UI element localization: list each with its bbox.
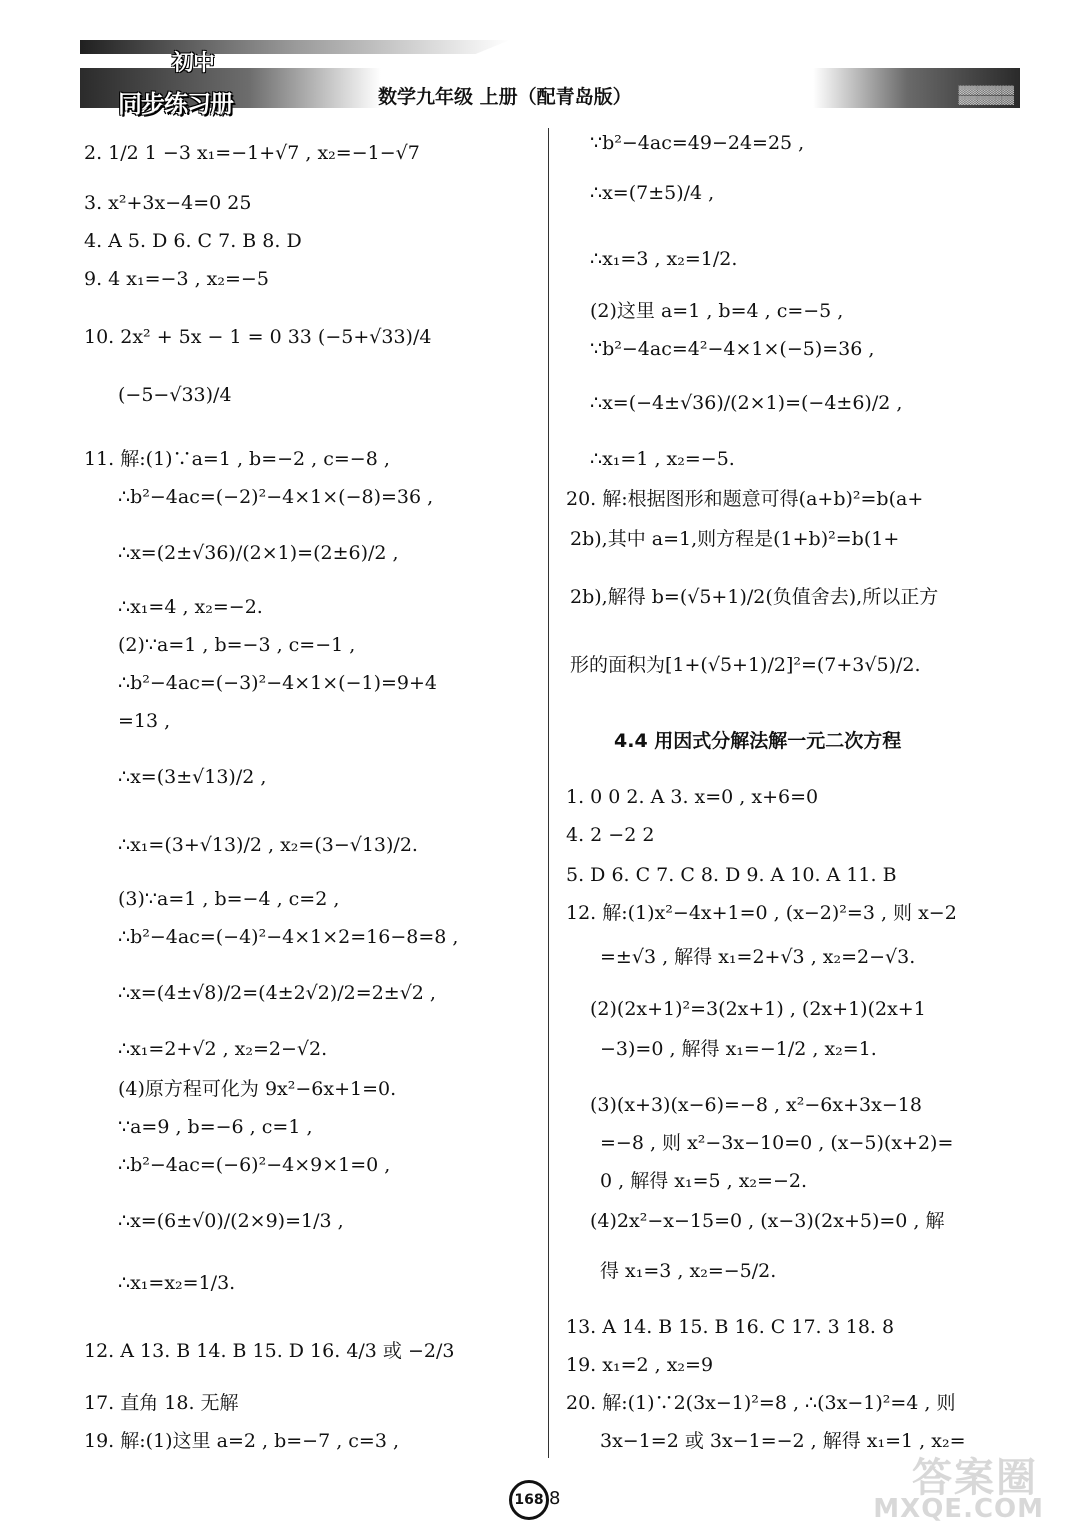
answer-line: 20. 解:根据图形和题意可得(a+b)²=b(a+ <box>566 488 924 510</box>
column-divider <box>548 128 549 1458</box>
logo-top-text: 初中 <box>172 51 215 76</box>
answer-line: 17. 直角 18. 无解 <box>84 1392 239 1414</box>
answer-line: ∵b²−4ac=4²−4×1×(−5)=36 , <box>590 338 875 360</box>
book-title: 数学九年级 上册（配青岛版） <box>378 86 632 108</box>
answer-line: (2)(2x+1)²=3(2x+1) , (2x+1)(2x+1 <box>590 998 926 1020</box>
answer-line: ∴b²−4ac=(−4)²−4×1×2=16−8=8 , <box>118 926 459 948</box>
answer-line: ∵b²−4ac=49−24=25 , <box>590 132 805 154</box>
answer-line: 10. 2x² + 5x − 1 = 0 33 (−5+√33)/4 <box>84 326 432 348</box>
answer-line: ∴x=(3±√13)/2 , <box>118 766 267 788</box>
answer-line: 2. 1/2 1 −3 x₁=−1+√7 , x₂=−1−√7 <box>84 142 420 164</box>
answer-line: 13. A 14. B 15. B 16. C 17. 3 18. 8 <box>566 1316 895 1338</box>
answer-line: (4)原方程可化为 9x²−6x+1=0. <box>118 1078 397 1100</box>
answer-line: 12. 解:(1)x²−4x+1=0 , (x−2)²=3 , 则 x−2 <box>566 902 957 924</box>
answer-line: (4)2x²−x−15=0 , (x−3)(2x+5)=0 , 解 <box>590 1210 945 1232</box>
answer-line: 9. 4 x₁=−3 , x₂=−5 <box>84 268 269 290</box>
header-stripe <box>80 40 510 54</box>
watermark-text-cn: 答案圈 <box>912 1455 1038 1501</box>
answer-line: (2)∵a=1 , b=−3 , c=−1 , <box>118 634 356 656</box>
answer-line: ∴x₁=2+√2 , x₂=2−√2. <box>118 1038 328 1060</box>
answer-line: 11. 解:(1)∵a=1 , b=−2 , c=−8 , <box>84 448 390 470</box>
answer-line: ∴x=(7±5)/4 , <box>590 182 715 204</box>
answer-line: ∴b²−4ac=(−6)²−4×9×1=0 , <box>118 1154 391 1176</box>
answer-line: ∴x=(2±√36)/(2×1)=(2±6)/2 , <box>118 542 399 564</box>
answer-line: ∴x₁=4 , x₂=−2. <box>118 596 263 618</box>
answer-line: (−5−√33)/4 <box>118 384 232 406</box>
answer-line: 1. 0 0 2. A 3. x=0 , x+6=0 <box>566 786 819 808</box>
answer-line: 3x−1=2 或 3x−1=−2 , 解得 x₁=1 , x₂= <box>600 1430 966 1452</box>
page-number-badge: 168 <box>509 1480 549 1520</box>
answer-line: 20. 解:(1)∵2(3x−1)²=8 , ∴(3x−1)²=4 , 则 <box>566 1392 956 1414</box>
answer-line: 2b),其中 a=1,则方程是(1+b)²=b(1+ <box>570 528 900 550</box>
answer-line: ∴x=(−4±√36)/(2×1)=(−4±6)/2 , <box>590 392 903 414</box>
answer-line: ∴x₁=(3+√13)/2 , x₂=(3−√13)/2. <box>118 834 418 856</box>
answer-line: ∴x₁=1 , x₂=−5. <box>590 448 735 470</box>
page-number <box>509 1476 561 1520</box>
answer-line: ∴x=(6±√0)/(2×9)=1/3 , <box>118 1210 344 1232</box>
answer-line: =±√3 , 解得 x₁=2+√3 , x₂=2−√3. <box>600 946 916 968</box>
answer-line: 5. D 6. C 7. C 8. D 9. A 10. A 11. B <box>566 864 897 886</box>
answer-line: 2b),解得 b=(√5+1)/2(负值舍去),所以正方 <box>570 586 939 608</box>
answer-line: ∴b²−4ac=(−2)²−4×1×(−8)=36 , <box>118 486 434 508</box>
answer-line: 3. x²+3x−4=0 25 <box>84 192 252 214</box>
answer-line: ∴x₁=x₂=1/3. <box>118 1272 236 1294</box>
answer-line: 4. A 5. D 6. C 7. B 8. D <box>84 230 302 252</box>
answer-line: −3)=0 , 解得 x₁=−1/2 , x₂=1. <box>600 1038 877 1060</box>
answer-line: 19. x₁=2 , x₂=9 <box>566 1354 714 1376</box>
answer-line: =13 , <box>118 710 171 732</box>
answer-line: 得 x₁=3 , x₂=−5/2. <box>600 1260 777 1282</box>
answer-line: =−8 , 则 x²−3x−10=0 , (x−5)(x+2)= <box>600 1132 954 1154</box>
answer-line: (3)∵a=1 , b=−4 , c=2 , <box>118 888 340 910</box>
page-number-ornament: 8 <box>549 1488 561 1509</box>
answer-line: ∴x=(4±√8)/2=(4±2√2)/2=2±√2 , <box>118 982 436 1004</box>
watermark-text-en: MXQE.COM <box>873 1494 1044 1524</box>
answer-line: 12. A 13. B 14. B 15. D 16. 4/3 或 −2/3 <box>84 1340 455 1362</box>
watermark <box>848 1446 1048 1526</box>
answer-line: 形的面积为[1+(√5+1)/2]²=(7+3√5)/2. <box>570 654 921 676</box>
answer-line: 19. 解:(1)这里 a=2 , b=−7 , c=3 , <box>84 1430 400 1452</box>
section-title: 4.4 用因式分解法解一元二次方程 <box>614 730 902 752</box>
answer-line: (3)(x+3)(x−6)=−8 , x²−6x+3x−18 <box>590 1094 922 1116</box>
answer-line: 4. 2 −2 2 <box>566 824 655 846</box>
brand-logo: ▒▒▒▒▒▒▒▒▒ ▒▒▒▒▒▒▒▒▒ <box>958 86 1014 105</box>
answer-line: ∴b²−4ac=(−3)²−4×1×(−1)=9+4 <box>118 672 438 694</box>
answer-line: 0 , 解得 x₁=5 , x₂=−2. <box>600 1170 808 1192</box>
page-header <box>80 40 1020 120</box>
logo-main-text: 同步练习册 <box>118 90 233 118</box>
answer-line: (2)这里 a=1 , b=4 , c=−5 , <box>590 300 844 322</box>
answer-line: ∴x₁=3 , x₂=1/2. <box>590 248 738 270</box>
answer-line: ∵a=9 , b=−6 , c=1 , <box>118 1116 313 1138</box>
